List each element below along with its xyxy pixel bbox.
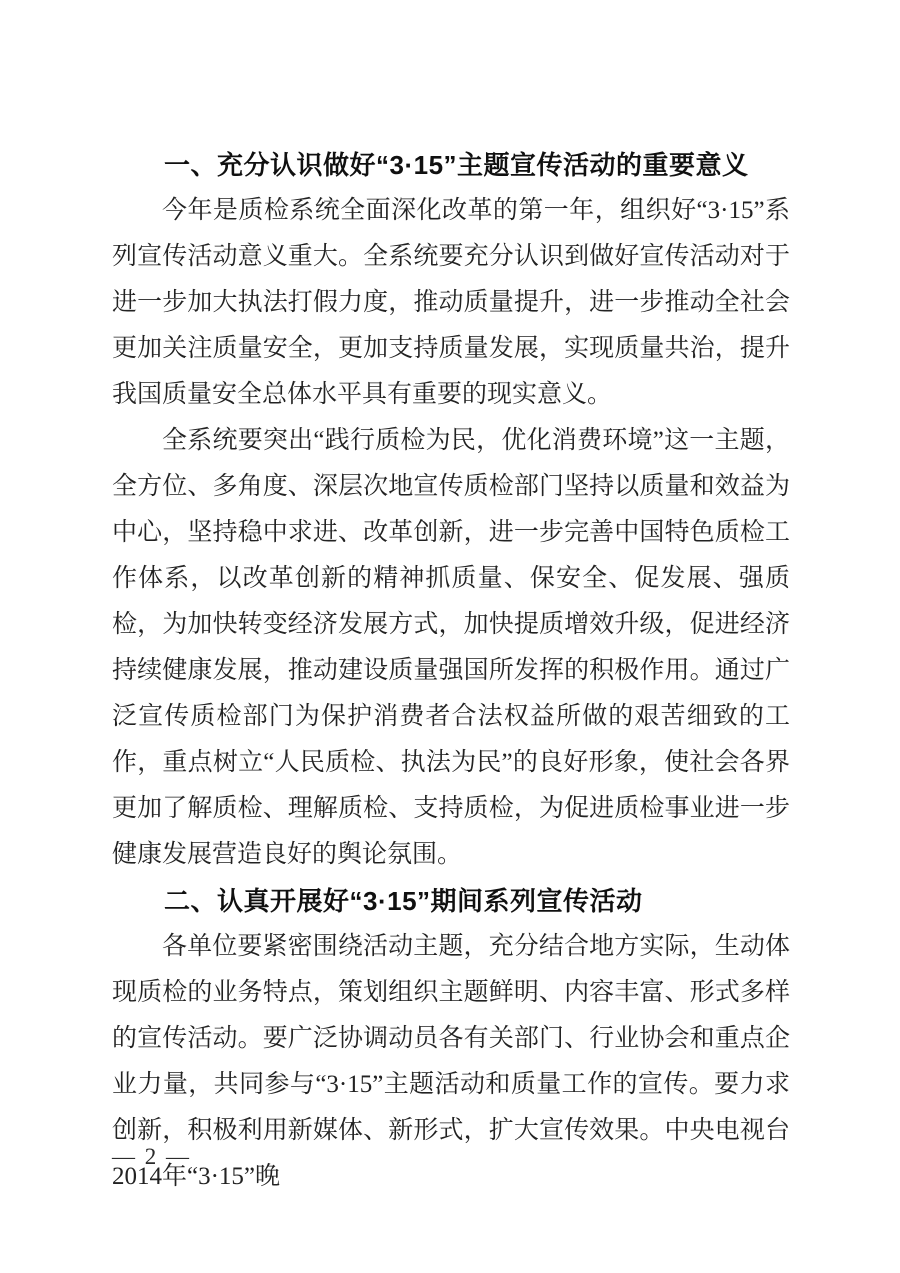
page-number: — 2 — <box>112 1144 191 1169</box>
document-body <box>112 142 790 1200</box>
section-2-paragraph-1: 各单位要紧密围绕活动主题，充分结合地方实际，生动体现质检的业务特点，策划组织主题鲜明、内容丰富、形式多样的宣传活动。要广泛协调动员各有关部门、行业协会和重点企业力量，共同参与“3·15”主题活动和质量工作的宣传。要力求创新，积极利用新媒体、新形式，扩大宣传效果。中央电视台2014年“3·15”晚 <box>112 933 790 1190</box>
section-1-heading: 一、充分认识做好“3·15”主题宣传活动的重要意义 <box>164 150 749 180</box>
section-1-paragraph-1: 今年是质检系统全面深化改革的第一年，组织好“3·15”系列宣传活动意义重大。全系统要充分认识到做好宣传活动对于进一步加大执法打假力度，推动质量提升，进一步推动全社会更加关注质量安全，更加支持质量发展，实现质量共治，提升我国质量安全总体水平具有重要的现实意义。 <box>112 197 790 408</box>
section-1-paragraph-2: 全系统要突出“践行质检为民，优化消费环境”这一主题，全方位、多角度、深层次地宣传质检部门坚持以质量和效益为中心，坚持稳中求进、改革创新，进一步完善中国特色质检工作体系，以改革创新的精神抓质量、保安全、促发展、强质检，为加快转变经济发展方式，加快提质增效升级，促进经济持续健康发展，推动建设质量强国所发挥的积极作用。通过广泛宣传质检部门为保护消费者合法权益所做的艰苦细致的工作，重点树立“人民质检、执法为民”的良好形象，使社会各界更加了解质检、理解质检、支持质检，为促进质检事业进一步健康发展营造良好的舆论氛围。 <box>112 427 790 868</box>
section-2-heading: 二、认真开展好“3·15”期间系列宣传活动 <box>164 886 643 916</box>
